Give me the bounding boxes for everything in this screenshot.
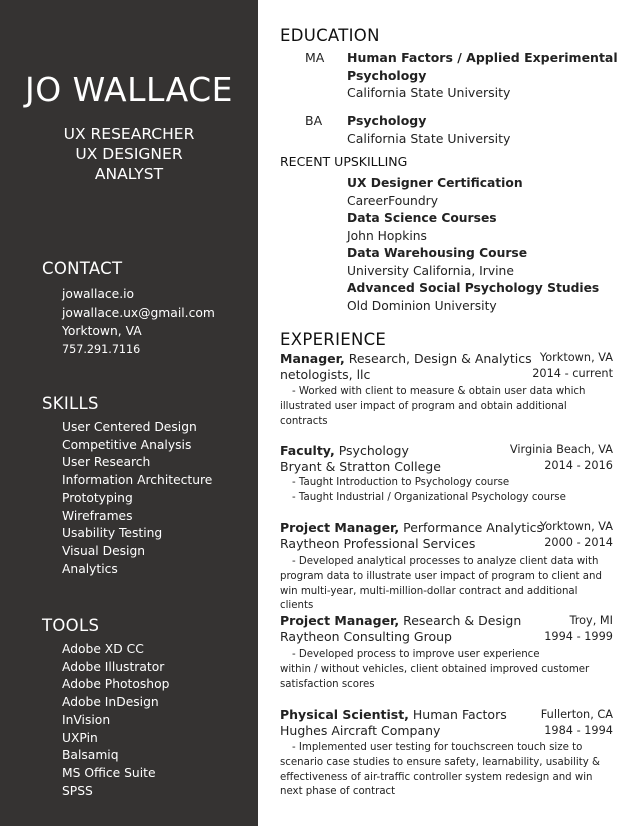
course-provider: Old Dominion University [347,298,497,313]
degree-code: BA [305,113,323,128]
job-company: Raytheon Professional Services [280,536,476,551]
course-title: Data Science Courses [347,211,497,225]
tool-item: Adobe Illustrator [62,659,165,674]
skill-item: Analytics [62,561,118,576]
job-entry [280,520,543,552]
degree-code: MA [305,50,325,65]
job-description [280,555,612,614]
skill-item: Information Architecture [62,473,213,488]
desc-line: satisfaction scores [280,678,375,690]
job-entry [280,613,521,645]
role-item: UX DESIGNER [75,145,183,163]
skill-item: Visual Design [62,543,146,558]
job-company: netologists, llc [280,367,371,382]
job-location: Virginia Beach, VA [509,443,613,456]
job-description [280,476,612,506]
skill-item: User Centered Design [62,420,197,434]
tools-list [62,641,169,800]
job-role: Project Manager, [280,520,400,535]
degree-field: Psychology [347,113,427,128]
tool-item: Adobe InDesign [62,695,159,710]
role-item: ANALYST [94,165,164,183]
degree-entry [347,112,510,147]
course-provider: John Hopkins [347,228,427,243]
contact-email[interactable]: jowallace.ux@gmail.com [62,305,215,320]
job-dates: 2014 - 2016 [544,459,613,472]
course-title: Data Warehousing Course [347,246,528,260]
job-role: Project Manager, [280,613,400,628]
tool-item: InVision [62,712,111,727]
desc-line: program data to illustrate user impact of program to client and [280,570,602,582]
skills-heading: SKILLS [42,394,99,413]
skill-item: Wireframes [62,508,133,523]
contact-list [62,285,215,360]
roles [0,124,258,184]
job-company: Bryant & Stratton College [280,459,441,474]
desc-line: - Taught Industrial / Organizational Psychology course [292,491,566,503]
job-dates: 1994 - 1999 [544,630,613,643]
degree-school: California State University [347,130,511,146]
job-entry [280,443,441,475]
job-company: Hughes Aircraft Company [280,723,441,738]
job-role: Physical Scientist, [280,707,409,722]
job-description [280,385,612,429]
job-dept: Human Factors [408,707,507,722]
desc-line: effectiveness of air-traffic controller system redesign and win [280,771,593,783]
role-item: UX RESEARCHER [63,125,195,143]
contact-heading: CONTACT [42,259,123,278]
skill-item: Usability Testing [62,526,163,541]
contact-phone[interactable]: 757.291.7116 [62,343,141,357]
education-heading: EDUCATION [280,26,380,45]
job-description [280,741,612,800]
desc-line: - Implemented user testing for touchscreen touch size to [292,742,583,753]
contact-website[interactable]: jowallace.io [62,287,135,301]
desc-line: win multi-year, multi-million-dollar contract and additional clients [280,585,578,612]
course-provider: CareerFoundry [347,193,438,208]
degree-school: California State University [347,85,511,100]
job-dates: 1984 - 1994 [544,724,613,737]
course-list [347,175,599,315]
upskilling-heading: RECENT UPSKILLING [280,154,408,169]
skills-list [62,419,212,578]
job-dept: Psychology [334,443,409,458]
course-title: Advanced Social Psychology Studies [347,281,600,295]
skill-item: Competitive Analysis [62,437,192,452]
desc-line: - Worked with client to measure & obtain user data which [292,386,586,397]
job-dept: Research, Design & Analytics [344,351,532,366]
tool-item: MS Office Suite [62,765,156,780]
desc-line: contracts [280,415,328,427]
course-provider: University California, Irvine [347,263,514,278]
job-meta [544,613,613,645]
degree-entry [347,49,618,102]
tools-heading: TOOLS [42,616,100,635]
skill-item: User Research [62,455,151,470]
tool-item: UXPin [62,730,98,745]
desc-line: within / without vehicles, client obtained improved customer [280,663,590,675]
job-location: Yorktown, VA [539,520,613,533]
desc-line: - Developed process to improve user experience [292,649,540,660]
contact-location: Yorktown, VA [62,324,142,339]
job-location: Fullerton, CA [540,708,613,721]
job-entry [280,351,532,383]
experience-heading: EXPERIENCE [280,330,387,349]
tool-item: Adobe XD CC [62,642,144,656]
skill-item: Prototyping [62,490,133,505]
desc-line: - Developed analytical processes to analyze client data with [292,556,599,567]
job-location: Troy, MI [569,614,613,627]
job-entry [280,707,507,739]
course-title: UX Designer Certification [347,176,523,190]
tool-item: Balsamiq [62,748,119,763]
name-heading: JO WALLACE [24,70,233,109]
job-meta [541,707,613,739]
job-dept: Research & Design [399,613,522,628]
job-dates: 2014 - current [532,367,613,380]
job-meta [510,442,613,474]
job-role: Manager, [280,351,345,366]
sidebar [0,0,258,826]
job-meta [532,350,613,382]
degree-field: Human Factors / Applied Experimental [347,50,618,65]
desc-line: illustrated user impact of program and obtain additional [280,400,567,412]
job-dates: 2000 - 2014 [544,536,613,549]
degree-field-cont: Psychology [347,67,427,83]
desc-line: - Taught Introduction to Psychology course [292,477,510,488]
tool-item: Adobe Photoshop [62,677,170,692]
job-role: Faculty, [280,443,335,458]
tool-item: SPSS [62,783,93,798]
desc-line: scenario case studies to ensure safety, learnability, usability & [280,756,600,768]
job-description [280,648,612,692]
job-location: Yorktown, VA [539,351,613,364]
desc-line: next phase of contract [280,786,396,798]
job-company: Raytheon Consulting Group [280,629,452,644]
job-dept: Performance Analytics [399,520,544,535]
job-meta [540,519,613,551]
